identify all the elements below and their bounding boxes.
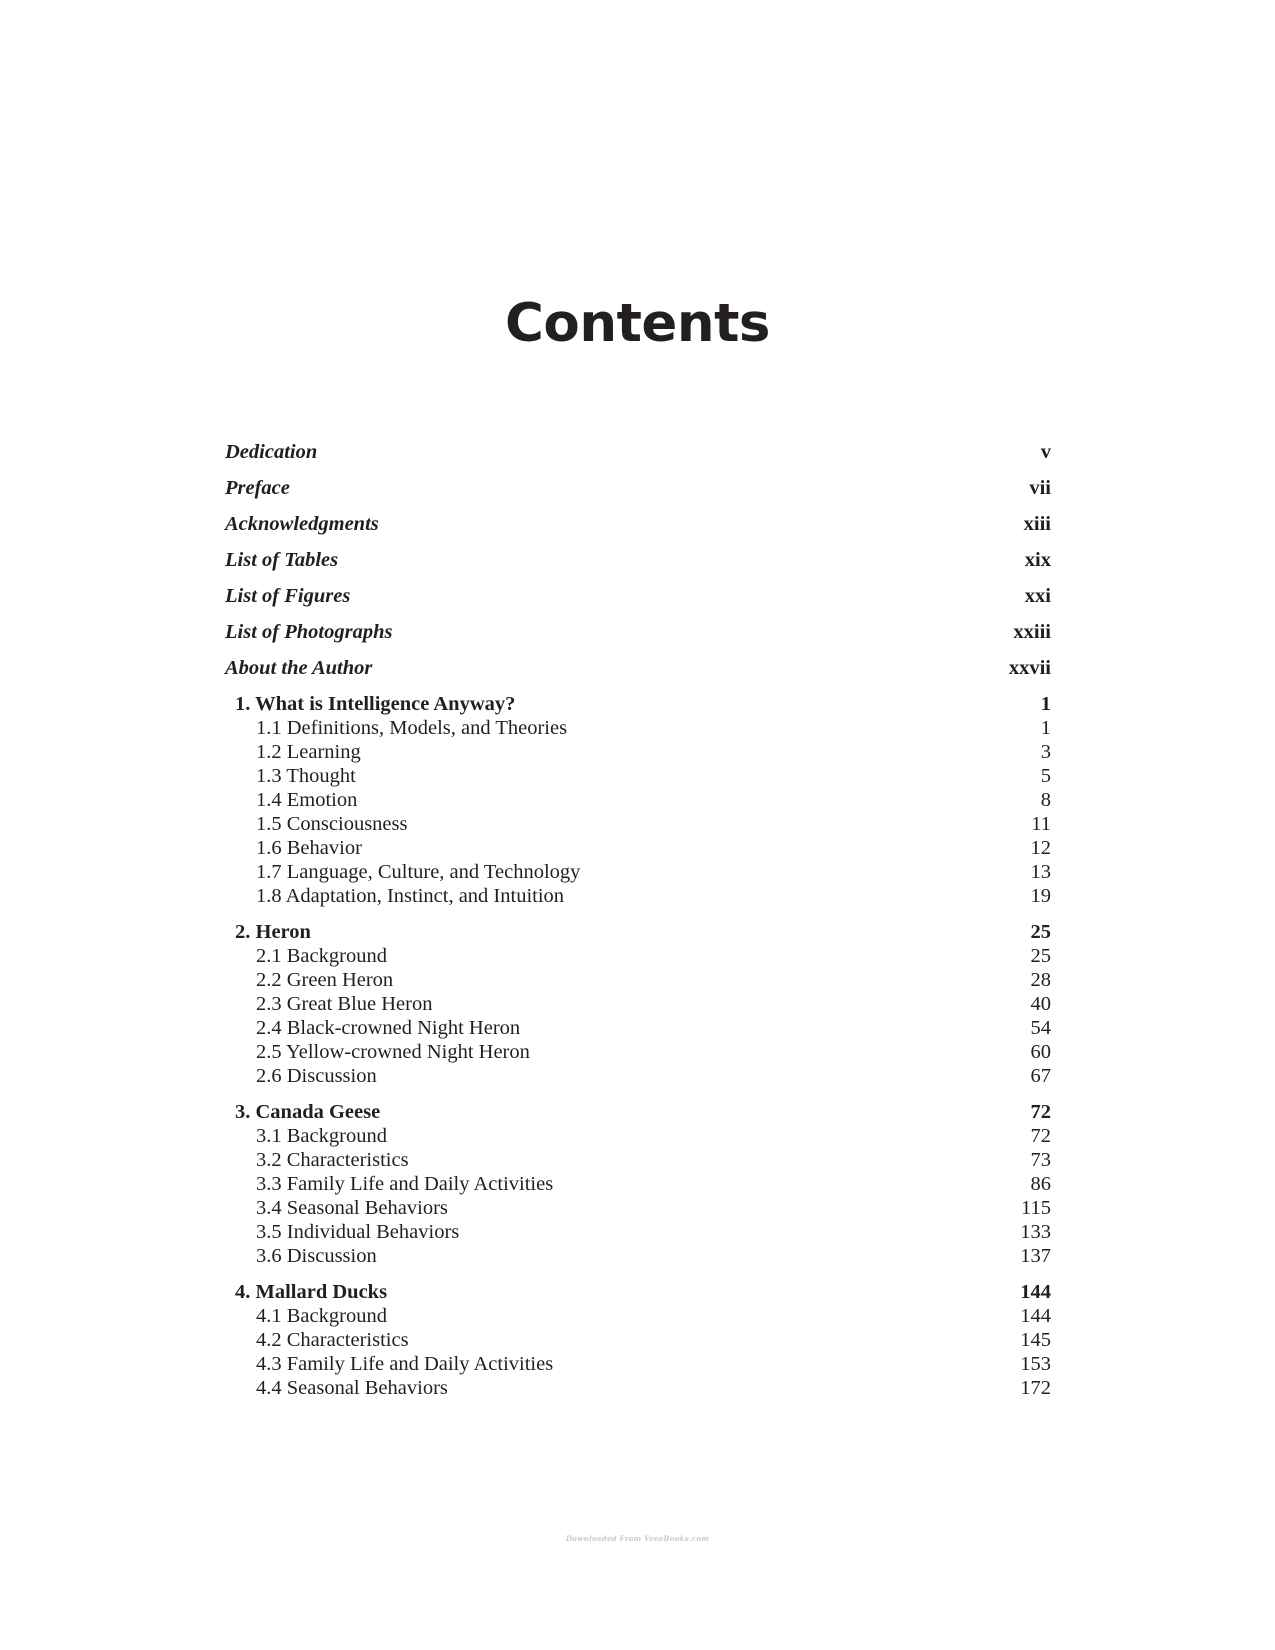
- toc-section-page: 86: [1030, 1173, 1051, 1195]
- toc-section-page: 12: [1030, 837, 1051, 859]
- toc-section-page: 73: [1030, 1149, 1051, 1171]
- toc-section-page: 40: [1030, 993, 1051, 1015]
- toc-section-label: 2.1 Background: [256, 945, 387, 967]
- toc-entry-page: xxiii: [1013, 621, 1051, 643]
- toc-section-label: 1.5 Consciousness: [256, 813, 408, 835]
- toc-section-label: 4.4 Seasonal Behaviors: [256, 1377, 448, 1399]
- toc-chapter-label: 3. Canada Geese: [235, 1101, 381, 1123]
- toc-section-page: 144: [1020, 1305, 1051, 1327]
- toc-section[interactable]: [225, 835, 1051, 861]
- toc-entry-page: xix: [1024, 549, 1051, 571]
- toc-entry-list-of-figures[interactable]: [225, 583, 1051, 609]
- toc-section-page: 172: [1020, 1377, 1051, 1399]
- toc-section-page: 19: [1030, 885, 1051, 907]
- toc-section[interactable]: [225, 943, 1051, 969]
- toc-entry-about-the-author[interactable]: [225, 655, 1051, 681]
- toc-entry-acknowledgments[interactable]: [225, 511, 1051, 537]
- toc-section-label: 3.5 Individual Behaviors: [256, 1221, 460, 1243]
- toc-section-label: 4.2 Characteristics: [256, 1329, 409, 1351]
- toc-section-label: 2.5 Yellow-crowned Night Heron: [256, 1041, 530, 1063]
- page-title: Contents: [505, 293, 770, 354]
- toc-section[interactable]: [225, 1123, 1051, 1149]
- toc-chapter-1[interactable]: [225, 691, 1051, 717]
- toc-section[interactable]: [225, 883, 1051, 909]
- toc-section-page: 153: [1020, 1353, 1051, 1375]
- toc-chapter-4[interactable]: [225, 1279, 1051, 1305]
- toc-chapter-page: 72: [1030, 1101, 1051, 1123]
- toc-section-page: 8: [1040, 789, 1051, 811]
- toc-entry-list-of-tables[interactable]: [225, 547, 1051, 573]
- toc-chapter-label: 4. Mallard Ducks: [235, 1281, 388, 1303]
- footer-watermark: Downloaded From VeeeBooks.com: [565, 1534, 710, 1543]
- toc-chapter-page: 1: [1040, 693, 1051, 715]
- toc-section-label: 1.4 Emotion: [256, 789, 358, 811]
- toc-section[interactable]: [225, 787, 1051, 813]
- toc-section-page: 67: [1030, 1065, 1051, 1087]
- toc-section-page: 25: [1030, 945, 1051, 967]
- toc-section-label: 1.2 Learning: [256, 741, 361, 763]
- toc-section[interactable]: [225, 715, 1051, 741]
- toc-section[interactable]: [225, 1243, 1051, 1269]
- toc-entry-page: vii: [1029, 477, 1051, 499]
- toc-section-page: 3: [1040, 741, 1051, 763]
- toc-section[interactable]: [225, 763, 1051, 789]
- toc-section-label: 2.2 Green Heron: [256, 969, 394, 991]
- toc-section[interactable]: [225, 1063, 1051, 1089]
- toc-section[interactable]: [225, 859, 1051, 885]
- toc-section-label: 1.7 Language, Culture, and Technology: [256, 861, 581, 883]
- toc-section-page: 54: [1030, 1017, 1051, 1039]
- toc-section[interactable]: [225, 811, 1051, 837]
- toc-section[interactable]: [225, 1171, 1051, 1197]
- toc-section-label: 1.3 Thought: [256, 765, 356, 787]
- toc-entry-label: Preface: [225, 477, 290, 499]
- toc-entry-page: xxvii: [1008, 657, 1051, 679]
- toc-chapter-3[interactable]: [225, 1099, 1051, 1125]
- toc-entry-label: List of Photographs: [225, 621, 393, 643]
- toc-section-label: 3.6 Discussion: [256, 1245, 377, 1267]
- toc-entry-label: List of Figures: [225, 585, 351, 607]
- toc-section-label: 3.2 Characteristics: [256, 1149, 409, 1171]
- toc-section[interactable]: [225, 1039, 1051, 1065]
- toc-section-label: 4.3 Family Life and Daily Activities: [256, 1353, 554, 1375]
- toc-section[interactable]: [225, 1195, 1051, 1221]
- toc-section[interactable]: [225, 1375, 1051, 1401]
- toc-section-page: 11: [1031, 813, 1051, 835]
- toc-section-page: 133: [1020, 1221, 1051, 1243]
- toc-section-label: 4.1 Background: [256, 1305, 387, 1327]
- toc-entry-page: v: [1040, 441, 1051, 463]
- toc-chapter-page: 144: [1020, 1281, 1051, 1303]
- toc-chapter-page: 25: [1030, 921, 1051, 943]
- toc-section-page: 60: [1030, 1041, 1051, 1063]
- toc-section-page: 5: [1040, 765, 1051, 787]
- toc-section-label: 2.6 Discussion: [256, 1065, 377, 1087]
- toc-section-label: 1.6 Behavior: [256, 837, 362, 859]
- toc-section-page: 13: [1030, 861, 1051, 883]
- toc-section[interactable]: [225, 967, 1051, 993]
- toc-entry-label: Dedication: [225, 441, 318, 463]
- toc-section-page: 1: [1040, 717, 1051, 739]
- toc-entry-dedication[interactable]: [225, 439, 1051, 465]
- toc-entry-page: xiii: [1023, 513, 1051, 535]
- toc-section-page: 115: [1021, 1197, 1051, 1219]
- toc-section-label: 3.3 Family Life and Daily Activities: [256, 1173, 554, 1195]
- toc-entry-label: Acknowledgments: [225, 513, 379, 535]
- toc-chapter-2[interactable]: [225, 919, 1051, 945]
- toc-chapter-label: 1. What is Intelligence Anyway?: [235, 693, 516, 715]
- toc-section-page: 145: [1020, 1329, 1051, 1351]
- toc-section[interactable]: [225, 1219, 1051, 1245]
- toc-section-label: 3.1 Background: [256, 1125, 387, 1147]
- toc-entry-page: xxi: [1024, 585, 1051, 607]
- toc-section-label: 1.8 Adaptation, Instinct, and Intuition: [256, 885, 565, 907]
- toc-entry-label: List of Tables: [225, 549, 339, 571]
- toc-section-label: 3.4 Seasonal Behaviors: [256, 1197, 448, 1219]
- toc-section[interactable]: [225, 1351, 1051, 1377]
- toc-entry-label: About the Author: [225, 657, 373, 679]
- toc-section-label: 2.4 Black-crowned Night Heron: [256, 1017, 521, 1039]
- toc-section-page: 137: [1020, 1245, 1051, 1267]
- toc-section[interactable]: [225, 739, 1051, 765]
- toc-section-label: 1.1 Definitions, Models, and Theories: [256, 717, 568, 739]
- toc-section[interactable]: [225, 1015, 1051, 1041]
- toc-section[interactable]: [225, 991, 1051, 1017]
- toc-entry-preface[interactable]: [225, 475, 1051, 501]
- toc-chapter-label: 2. Heron: [235, 921, 311, 943]
- toc-section-label: 2.3 Great Blue Heron: [256, 993, 433, 1015]
- toc-section[interactable]: [225, 1327, 1051, 1353]
- toc-entry-list-of-photographs[interactable]: [225, 619, 1051, 645]
- toc-section[interactable]: [225, 1147, 1051, 1173]
- toc-section-page: 28: [1030, 969, 1051, 991]
- toc-section[interactable]: [225, 1303, 1051, 1329]
- toc-section-page: 72: [1030, 1125, 1051, 1147]
